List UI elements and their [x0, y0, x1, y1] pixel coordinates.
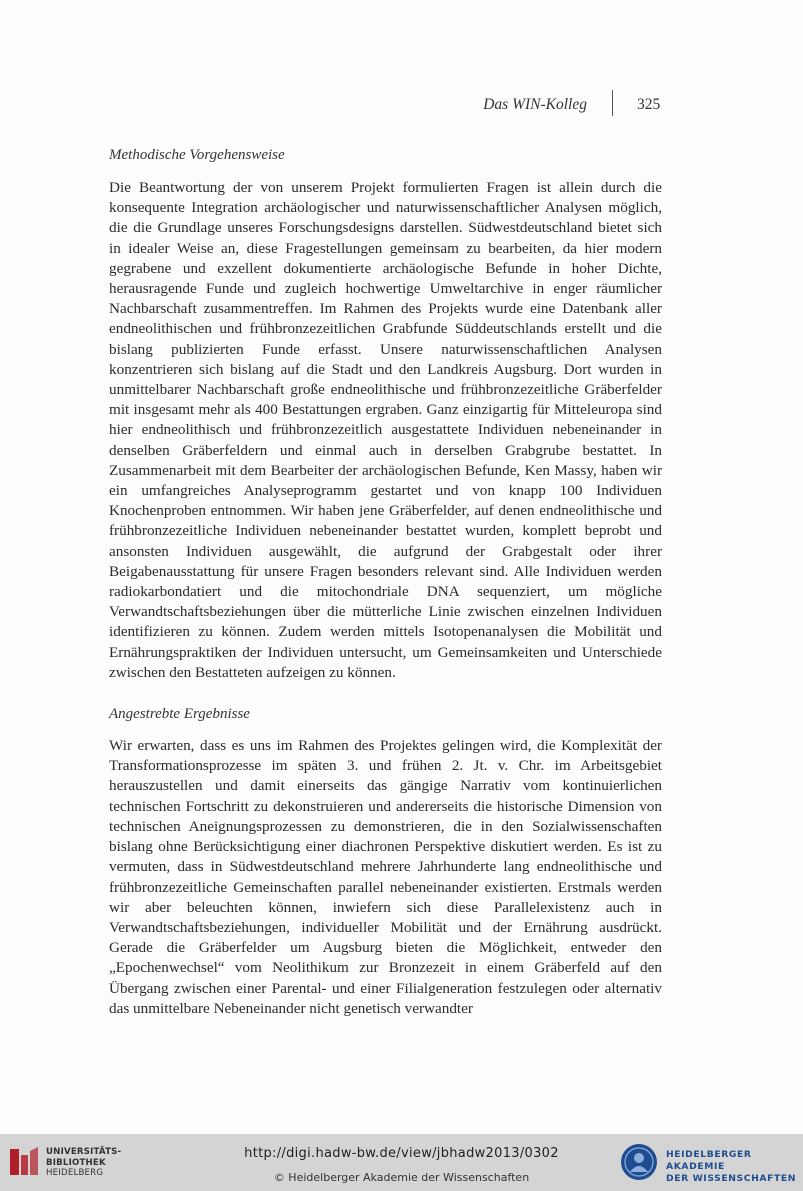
- section-heading: Methodische Vorgehensweise: [109, 147, 285, 163]
- library-city: HEIDELBERG: [46, 1168, 104, 1178]
- section-paragraph: Die Beantwortung der von unserem Projekt formulierten Fragen ist allein durch die konsequente Integration archäologischer und naturwissenschaftlicher Analysen möglich, die die Grundlage unseres Forschungsdesigns darstellen. Südwestdeutschland bietet sich in idealer Weise an, diese Fragestellungen gemeinsam zu bearbeiten, da hier modern gegrabene und exzellent dokumentierte archäologische Befunde in hoher Dichte, herausragende Funde und zugleich hochwertige Umweltarchive in enger räumlicher Nachbarschaft zusammentreffen. Im Rahmen des Projekts wurde eine Datenbank aller endneolithischen und frühbronzezeitlichen Grabfunde Süddeutschlands erstellt und die bislang publizierten Funde erfasst. Unsere naturwissenschaftlichen Analysen konzentrieren sich bislang auf die Stadt und den Landkreis Augsburg. Dort wurden in unmittelbarer Nachbarschaft große endneolithische und frühbronzezeitliche Gräberfelder mit insgesamt mehr als 400 Bestattungen ergraben. Ganz einzigartig für Mitteleuropa sind hier endneolithisch und frühbronzezeitlich ausgestattete Individuen nebeneinander in denselben Gräberfeldern und einmal auch in derselben Grabgrube bestattet. In Zusammenarbeit mit dem Bearbeiter der archäologischen Befunde, Ken Massy, haben wir ein umfangreiches Analyseprogramm gestartet und von knapp 100 Individuen Knochenproben entnommen. Wir haben jene Gräberfelder, auf denen endneolithische und frühbronzezeitliche Individuen nebeneinander bestattet wurden, komplett beprobt und ansonsten Individuen ausgewählt, die aufgrund der Grabgestalt oder ihrer Beigabenausstattung für unsere Fragen besonders relevant sind. Alle Individuen werden radiokarbondatiert und die mitochondriale DNA sequenziert, um mögliche Verwandtschaftsbeziehungen über die mütterliche Linie zwischen einzelnen Individuen identifizieren zu können. Zudem werden mittels Isotopenanalysen die Mobilität und Ernährungspraktiken der Individuen untersucht, um Gemeinsamkeiten und Unterschiede zwischen den Bestatteten aufzeigen zu können.: [109, 179, 662, 681]
- library-name-line: BIBLIOTHEK: [46, 1157, 106, 1168]
- running-head-divider: [612, 90, 613, 116]
- academy-name-line: HEIDELBERGER AKADEMIE: [666, 1149, 752, 1172]
- page-number: 325: [637, 96, 661, 113]
- academy-name-line: DER WISSENSCHAFTEN: [666, 1173, 796, 1184]
- permalink-url[interactable]: http://digi.hadw-bw.de/view/jbhadw2013/0302: [244, 1146, 559, 1161]
- viewer-footer: [0, 1134, 803, 1191]
- academy-seal-icon[interactable]: [619, 1142, 659, 1182]
- running-head-title: Das WIN-Kolleg: [483, 96, 587, 113]
- running-head: [0, 94, 803, 118]
- academy-name[interactable]: [666, 1149, 803, 1185]
- section-paragraph: Wir erwarten, dass es uns im Rahmen des Projektes gelingen wird, die Komplexität der Transformationsprozesse im späten 3. und frühen 2. Jt. v. Chr. im Arbeitsgebiet herauszustellen und damit einerseits das gängige Narrativ vom kontinuierlichen technischen Fortschritt zu dekonstruieren und andererseits die historische Dimension von technischen Aneignungsprozessen zu demonstrieren, die in den Sozialwissenschaften bislang ohne Berücksichtigung einer diachronen Perspektive diskutiert werden. Es ist zu vermuten, dass in Südwestdeutschland mehrere Jahrhunderte lang endneolithische und frühbronzezeitliche Gemeinschaften parallel nebeneinander existierten. Erstmals werden wir aber beleuchten können, inwiefern sich diese Parallelexistenz auch in Verwandtschaftsbeziehungen, individueller Mobilität und der Ernährung ausdrückt. Gerade die Gräberfelder um Augsburg bieten die Möglichkeit, entweder den „Epochenwechsel“ vom Neolithikum zur Bronzezeit in einem Gräberfeld auf den Übergang zwischen einer Parental- und einer Filialgeneration festzulegen oder alternativ das unmittelbare Nebeneinander nicht genetisch verwandter: [109, 737, 662, 1017]
- body-text: [109, 145, 662, 1019]
- copyright-notice: © Heidelberger Akademie der Wissenschaften: [273, 1171, 530, 1184]
- section-heading: Angestrebte Ergebnisse: [109, 706, 250, 723]
- library-name-line: UNIVERSITÄTS-: [46, 1147, 122, 1157]
